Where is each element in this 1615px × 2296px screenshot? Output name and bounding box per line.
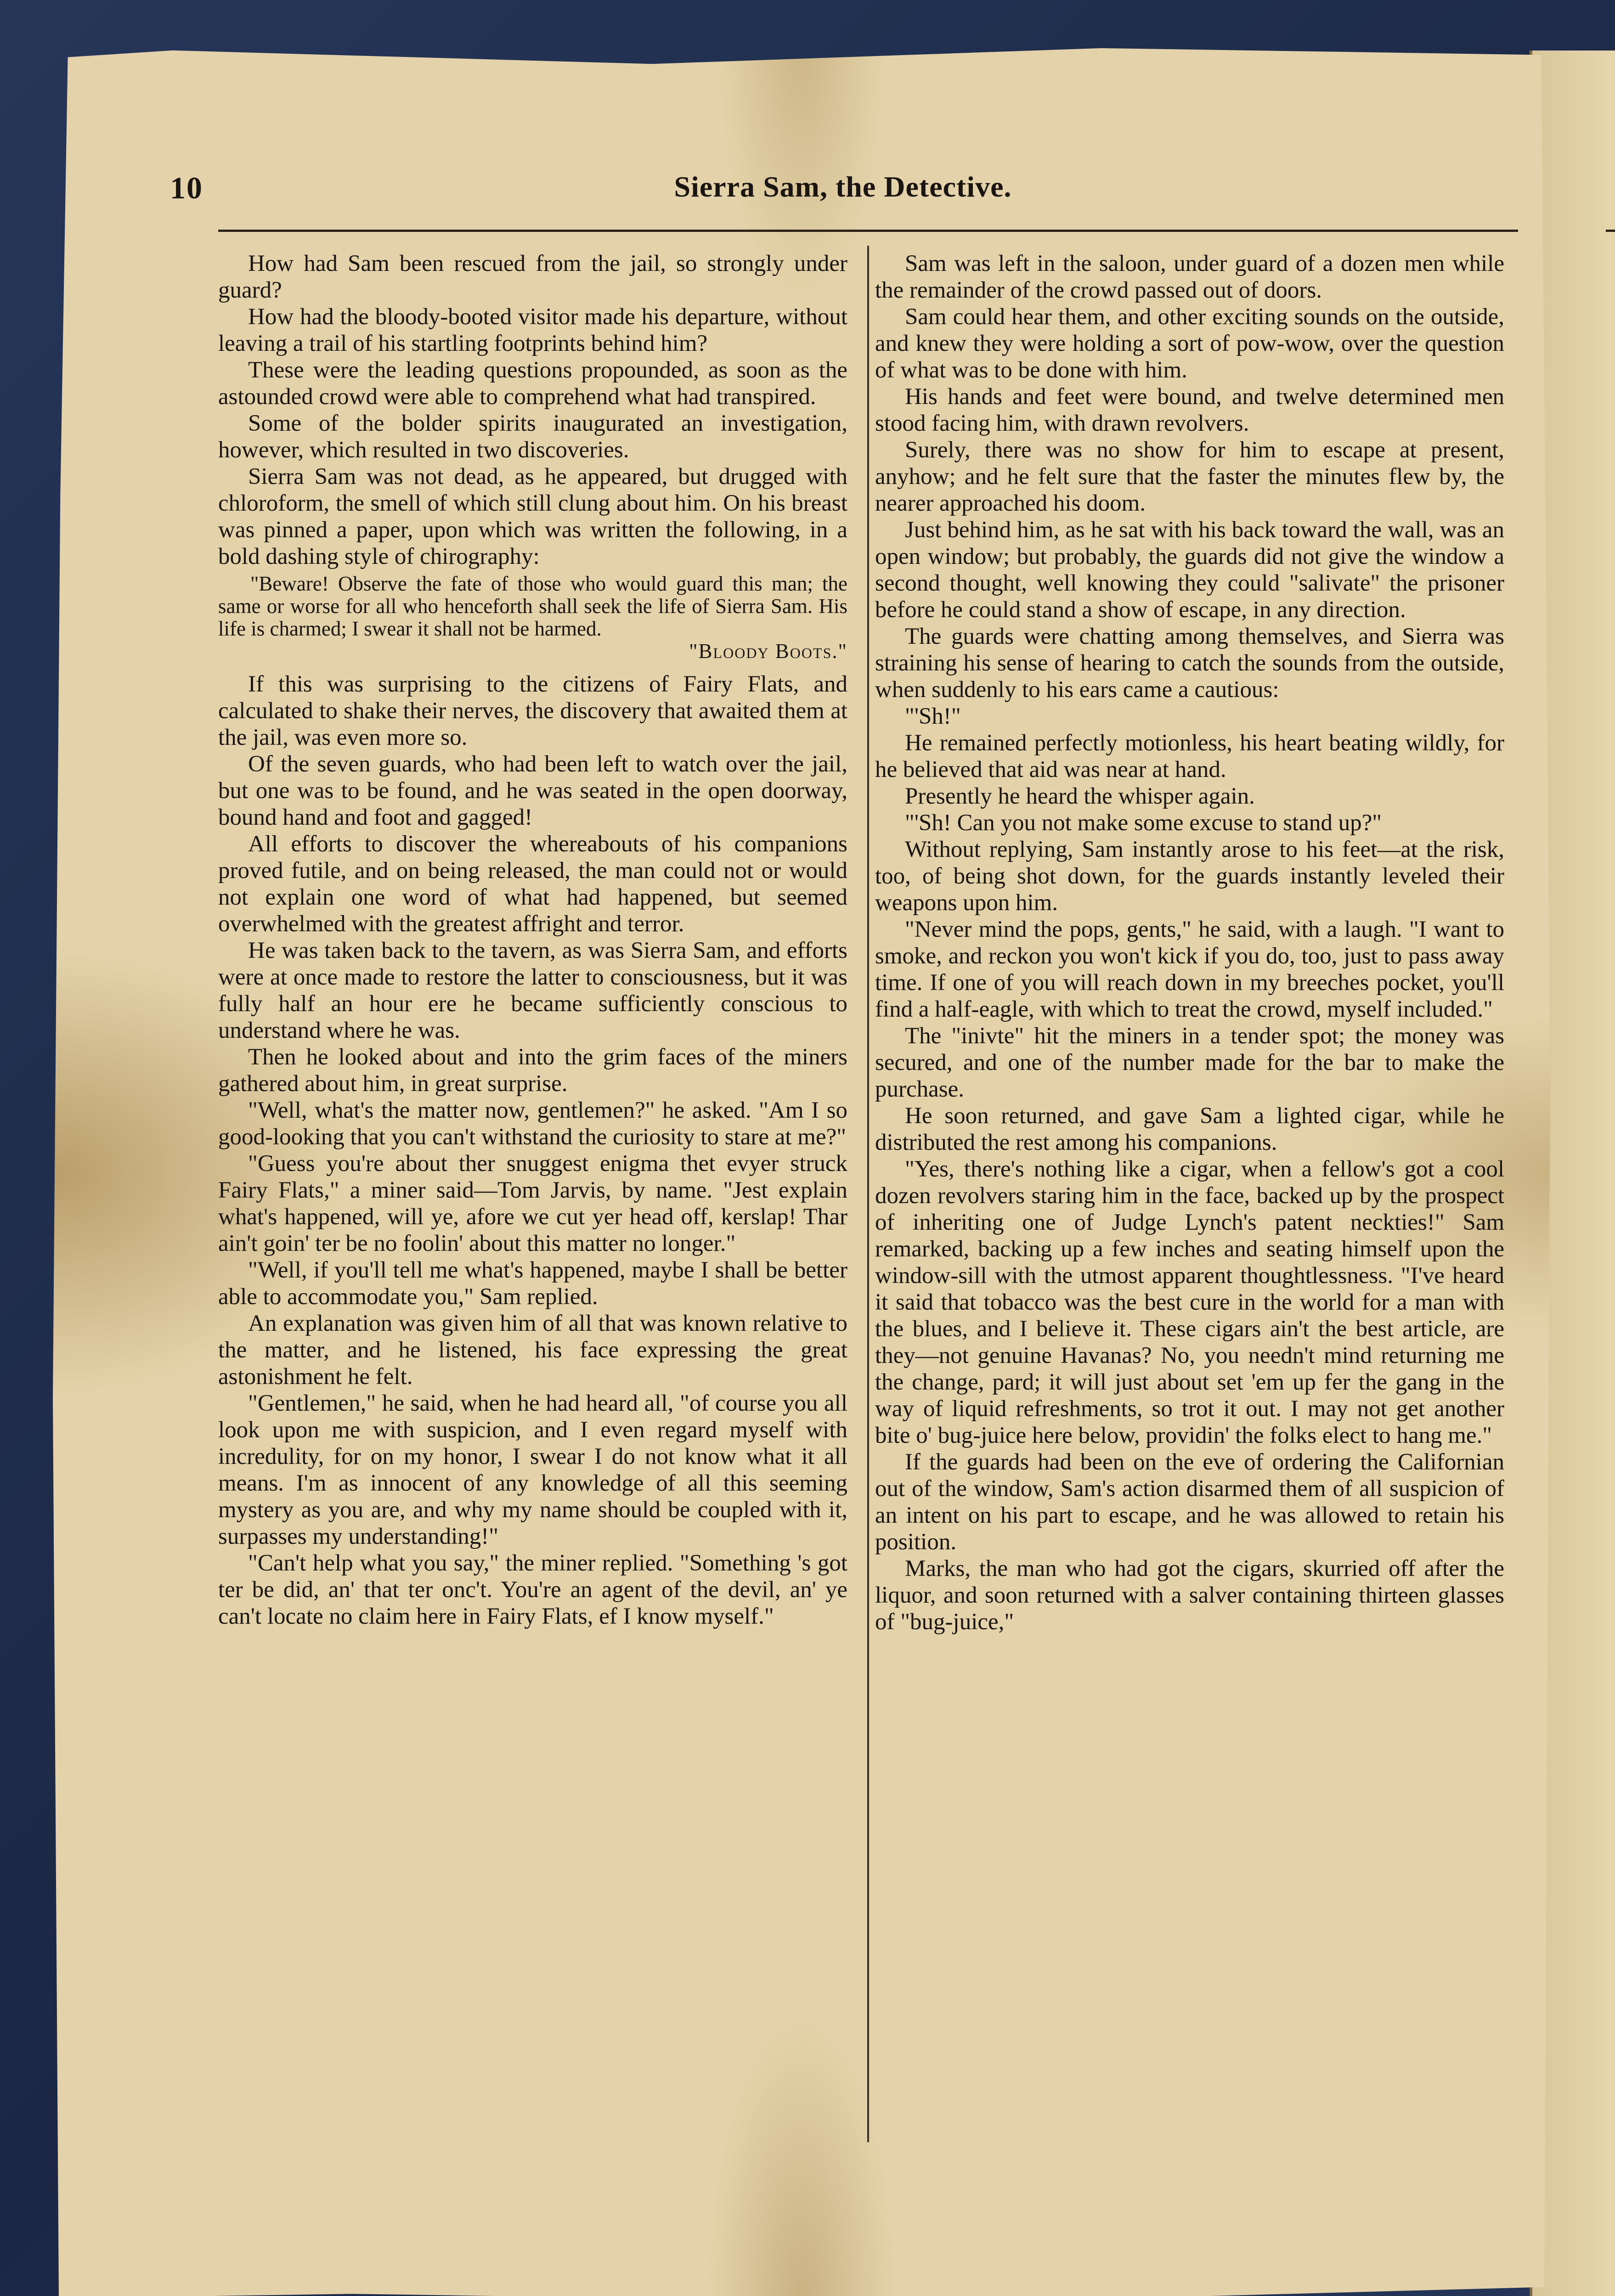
paragraph: "Yes, there's nothing like a cigar, when a fellow's got a cool dozen revolvers staring him in the face, backed up by the prospect of inheriting one of Judge Lynch's patent neckties!" Sam remarked, backing up a few inches and seating himself upon the window-sill with the utmost apparent thoughtlessness. "I've heard it said that tobacco was the best cure in the world for a man with the blues, and I believe it. These cigars ain't the best article, are they—not genuine Havanas? No, you needn't mind returning me the change, pard; it will just about set 'em up fer the gang in the way of liquid refreshments, so trot it out. I may not get another bite o' bug-juice here below, providin' the folks elect to hang me." <box>875 1156 1504 1448</box>
paragraph: Presently he heard the whisper again. <box>905 783 1255 809</box>
paragraph: He was taken back to the tavern, as was Sierra Sam, and efforts were at once made to restore the latter to consciousness, but it was fully half an hour ere he became sufficiently conscious to understand where he was. <box>218 938 847 1043</box>
right-column <box>875 250 1504 2147</box>
paragraph: If this was surprising to the citizens of Fairy Flats, and calculated to shake their nerves, the discovery that awaited them at the jail, was even more so. <box>218 671 847 750</box>
quote-signature: "Bloody Boots." <box>689 640 847 663</box>
page-header <box>170 170 1516 216</box>
paragraph: He soon returned, and gave Sam a lighted cigar, while he distributed the rest among his companions. <box>875 1103 1504 1155</box>
paragraph: His hands and feet were bound, and twelve determined men stood facing him, with drawn revolvers. <box>875 384 1504 436</box>
paragraph: "Gentlemen," he said, when he had heard all, "of course you all look upon me with suspicion, and I even regard myself with incredulity, for on my honor, I swear I do not know what it all means. I'm as innocent of any knowledge of all this seeming mystery as you are, and why my name should be coupled with it, surpasses my understanding!" <box>218 1390 847 1549</box>
paragraph: Surely, there was no show for him to escape at present, anyhow; and he felt sure that the faster the minutes flew by, the nearer approached his doom. <box>875 437 1504 516</box>
column-rule <box>867 246 869 2142</box>
paragraph: "Never mind the pops, gents," he said, with a laugh. "I want to smoke, and reckon you won't kick if you do, too, just to pass away time. If one of you will reach down in my breeches pocket, you'll find a half-eagle, with which to treat the crowd, myself included." <box>875 917 1504 1022</box>
paragraph: "Guess you're about ther snuggest enigma thet evyer struck Fairy Flats," a miner said—Tom Jarvis, by name. "Jest explain what's happened, will ye, afore we cut yer head off, kerslap! Thar ain't goin' ter be no foolin' about this matter no longer." <box>218 1151 847 1256</box>
paragraph: "Well, what's the matter now, gentlemen?" he asked. "Am I so good-looking that you can't withstand the curiosity to stare at me?" <box>218 1097 847 1150</box>
paragraph: These were the leading questions propounded, as soon as the astounded crowd were able to comprehend what had transpired. <box>218 357 847 410</box>
paragraph: Sierra Sam was not dead, as he appeared, but drugged with chloroform, the smell of which still clung about him. On his breast was pinned a paper, upon which was written the following, in a bold dashing style of chirography: <box>218 464 847 569</box>
left-column <box>218 250 847 2147</box>
paragraph: "Can't help what you say," the miner replied. "Something 's got ter be did, an' that ter onc't. You're an agent of the devil, an' ye can't locate no claim here in Fairy Flats, ef I know myself." <box>218 1550 847 1629</box>
quote-text: "Beware! Observe the fate of those who would guard this man; the same or worse for all who henceforth shall seek the life of Sierra Sam. His life is charmed; I swear it shall not be harmed. <box>218 572 847 640</box>
paragraph: Without replying, Sam instantly arose to his feet—at the risk, too, of being shot down, for the guards instantly leveled their weapons upon him. <box>875 837 1504 916</box>
page-number: 10 <box>170 170 203 205</box>
paragraph: He remained perfectly motionless, his heart beating wildly, for he believed that aid was near at hand. <box>875 730 1504 782</box>
paragraph: The guards were chatting among themselves, and Sierra was straining his sense of hearing to catch the sounds from the outside, when suddenly to his ears came a cautious: <box>875 624 1504 703</box>
paragraph: Just behind him, as he sat with his back toward the wall, was an open window; but probably, the guards did not give the window a second thought, well knowing they could "salivate" the prisoner before he could stand a show of escape, in any direction. <box>875 517 1504 623</box>
block-quote <box>218 573 847 663</box>
paragraph: "'Sh!" <box>905 703 961 729</box>
paragraph: Of the seven guards, who had been left to watch over the jail, but one was to be found, and he was seated in the open doorway, bound hand and foot and gagged! <box>218 751 847 830</box>
paragraph: The "inivte" hit the miners in a tender spot; the money was secured, and one of the number made for the bar to make the purchase. <box>875 1023 1504 1102</box>
paragraph: Some of the bolder spirits inaugurated an investigation, however, which resulted in two discoveries. <box>218 411 847 463</box>
paragraph: All efforts to discover the whereabouts of his companions proved futile, and on being released, the man could not or would not explain one word of what had happened, but seemed overwhelmed with the greatest affright and terror. <box>218 831 847 937</box>
paragraph: Sam could hear them, and other exciting sounds on the outside, and knew they were holding a sort of pow-wow, over the question of what was to be done with him. <box>875 304 1504 383</box>
paragraph: Sam was left in the saloon, under guard of a dozen men while the remainder of the crowd passed out of doors. <box>875 251 1504 303</box>
paragraph: How had Sam been rescued from the jail, so strongly under guard? <box>218 251 847 303</box>
paragraph: "'Sh! Can you not make some excuse to stand up?" <box>905 810 1382 836</box>
paragraph: Then he looked about and into the grim faces of the miners gathered about him, in great surprise. <box>218 1044 847 1097</box>
next-page-rule <box>1606 230 1615 232</box>
running-title: Sierra Sam, the Detective. <box>674 170 1012 203</box>
paragraph: "Well, if you'll tell me what's happened, maybe I shall be better able to accommodate you," Sam replied. <box>218 1257 847 1310</box>
paragraph: If the guards had been on the eve of ordering the Californian out of the window, Sam's action disarmed them of all suspicion of an intent on his part to escape, and he was allowed to retain his position. <box>875 1449 1504 1555</box>
paragraph: How had the bloody-booted visitor made his departure, without leaving a trail of his startling footprints behind him? <box>218 304 847 356</box>
paragraph: Marks, the man who had got the cigars, skurried off after the liquor, and soon returned with a salver containing thirteen glasses of "bug-juice," <box>875 1556 1504 1635</box>
paragraph: An explanation was given him of all that was known relative to the matter, and he listened, his face expressing the great astonishment he felt. <box>218 1311 847 1390</box>
header-rule <box>218 230 1518 232</box>
